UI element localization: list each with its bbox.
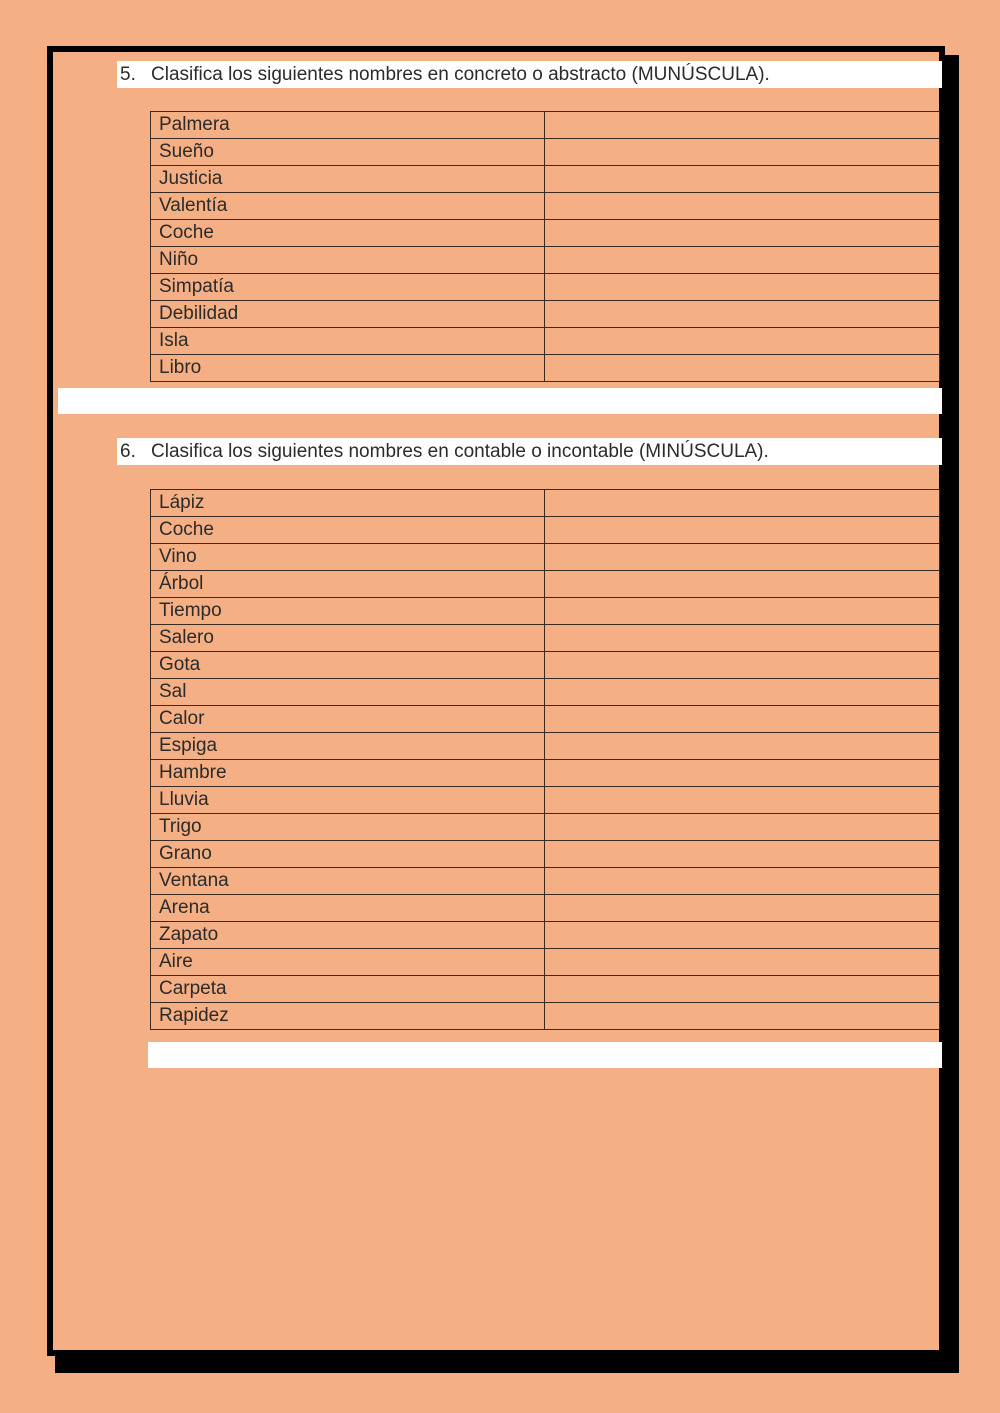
word-cell: Calor: [151, 706, 545, 733]
answer-input[interactable]: [545, 814, 939, 840]
answer-cell: [545, 274, 940, 301]
answer-input[interactable]: [545, 301, 939, 327]
word-cell: Carpeta: [151, 976, 545, 1003]
answer-cell: [545, 760, 940, 787]
answer-input[interactable]: [545, 652, 939, 678]
table-row: [151, 679, 940, 706]
answer-input[interactable]: [545, 949, 939, 975]
word-cell: Lápiz: [151, 490, 545, 517]
table-row: [151, 1003, 940, 1030]
word-cell: Niño: [151, 247, 545, 274]
answer-input[interactable]: [545, 544, 939, 570]
exercise-5-spacer-bar: [58, 388, 942, 414]
answer-input[interactable]: [545, 355, 939, 381]
word-cell: Coche: [151, 517, 545, 544]
answer-input[interactable]: [545, 193, 939, 219]
answer-cell: [545, 544, 940, 571]
table-row: [151, 544, 940, 571]
word-cell: Palmera: [151, 112, 545, 139]
table-row: [151, 193, 940, 220]
answer-cell: [545, 220, 940, 247]
word-cell: Salero: [151, 625, 545, 652]
word-cell: Sal: [151, 679, 545, 706]
answer-input[interactable]: [545, 220, 939, 246]
answer-input[interactable]: [545, 679, 939, 705]
word-cell: Tiempo: [151, 598, 545, 625]
word-cell: Grano: [151, 841, 545, 868]
answer-input[interactable]: [545, 490, 939, 516]
answer-input[interactable]: [545, 1003, 939, 1029]
answer-input[interactable]: [545, 841, 939, 867]
word-cell: Isla: [151, 328, 545, 355]
answer-cell: [545, 679, 940, 706]
answer-input[interactable]: [545, 517, 939, 543]
answer-input[interactable]: [545, 976, 939, 1002]
answer-input[interactable]: [545, 706, 939, 732]
answer-input[interactable]: [545, 868, 939, 894]
answer-cell: [545, 355, 940, 382]
table-row: [151, 517, 940, 544]
answer-input[interactable]: [545, 598, 939, 624]
table-row: [151, 112, 940, 139]
answer-input[interactable]: [545, 760, 939, 786]
table-row: [151, 598, 940, 625]
word-cell: Ventana: [151, 868, 545, 895]
answer-cell: [545, 652, 940, 679]
table-row: [151, 139, 940, 166]
answer-input[interactable]: [545, 787, 939, 813]
word-cell: Valentía: [151, 193, 545, 220]
answer-cell: [545, 571, 940, 598]
answer-cell: [545, 841, 940, 868]
answer-cell: [545, 166, 940, 193]
table-row: [151, 571, 940, 598]
table-row: [151, 787, 940, 814]
word-cell: Trigo: [151, 814, 545, 841]
answer-cell: [545, 814, 940, 841]
answer-cell: [545, 922, 940, 949]
answer-cell: [545, 787, 940, 814]
answer-input[interactable]: [545, 247, 939, 273]
word-cell: Vino: [151, 544, 545, 571]
exercise-6-heading: [117, 438, 942, 465]
exercise-5-table: [150, 111, 940, 382]
answer-cell: [545, 328, 940, 355]
exercise-5-heading: [117, 61, 942, 88]
answer-cell: [545, 625, 940, 652]
word-cell: Libro: [151, 355, 545, 382]
table-row: [151, 274, 940, 301]
answer-cell: [545, 112, 940, 139]
answer-cell: [545, 490, 940, 517]
table-row: [151, 949, 940, 976]
answer-input[interactable]: [545, 139, 939, 165]
table-row: [151, 490, 940, 517]
table-row: [151, 166, 940, 193]
answer-cell: [545, 733, 940, 760]
answer-cell: [545, 1003, 940, 1030]
answer-cell: [545, 301, 940, 328]
exercise-5-number: 5.: [120, 64, 136, 85]
table-row: [151, 814, 940, 841]
exercise-6-instruction: Clasifica los siguientes nombres en contable o incontable (MINÚSCULA).: [151, 441, 769, 462]
answer-cell: [545, 868, 940, 895]
word-cell: Lluvia: [151, 787, 545, 814]
word-cell: Coche: [151, 220, 545, 247]
answer-input[interactable]: [545, 922, 939, 948]
table-row: [151, 733, 940, 760]
word-cell: Hambre: [151, 760, 545, 787]
word-cell: Gota: [151, 652, 545, 679]
table-row: [151, 706, 940, 733]
word-cell: Justicia: [151, 166, 545, 193]
table-row: [151, 895, 940, 922]
answer-cell: [545, 949, 940, 976]
answer-cell: [545, 139, 940, 166]
answer-cell: [545, 517, 940, 544]
table-row: [151, 922, 940, 949]
word-cell: Aire: [151, 949, 545, 976]
table-row: [151, 328, 940, 355]
answer-input[interactable]: [545, 625, 939, 651]
table-row: [151, 247, 940, 274]
answer-input[interactable]: [545, 733, 939, 759]
exercise-6-number: 6.: [120, 441, 136, 462]
exercise-6-rows: [151, 490, 940, 1030]
answer-cell: [545, 193, 940, 220]
table-row: [151, 220, 940, 247]
word-cell: Simpatía: [151, 274, 545, 301]
answer-cell: [545, 895, 940, 922]
word-cell: Rapidez: [151, 1003, 545, 1030]
answer-cell: [545, 247, 940, 274]
answer-cell: [545, 598, 940, 625]
exercise-6-spacer-bar: [148, 1042, 942, 1068]
table-row: [151, 868, 940, 895]
answer-input[interactable]: [545, 571, 939, 597]
word-cell: Zapato: [151, 922, 545, 949]
exercise-6-table: [150, 489, 940, 1030]
table-row: [151, 301, 940, 328]
answer-input[interactable]: [545, 112, 939, 138]
table-row: [151, 760, 940, 787]
answer-input[interactable]: [545, 274, 939, 300]
word-cell: Arena: [151, 895, 545, 922]
answer-cell: [545, 706, 940, 733]
word-cell: Debilidad: [151, 301, 545, 328]
answer-input[interactable]: [545, 328, 939, 354]
table-row: [151, 841, 940, 868]
answer-input[interactable]: [545, 166, 939, 192]
table-row: [151, 355, 940, 382]
table-row: [151, 625, 940, 652]
exercise-5-instruction: Clasifica los siguientes nombres en concreto o abstracto (MUNÚSCULA).: [151, 64, 770, 85]
exercise-5-rows: [151, 112, 940, 382]
word-cell: Sueño: [151, 139, 545, 166]
answer-cell: [545, 976, 940, 1003]
table-row: [151, 652, 940, 679]
answer-input[interactable]: [545, 895, 939, 921]
word-cell: Espiga: [151, 733, 545, 760]
table-row: [151, 976, 940, 1003]
word-cell: Árbol: [151, 571, 545, 598]
